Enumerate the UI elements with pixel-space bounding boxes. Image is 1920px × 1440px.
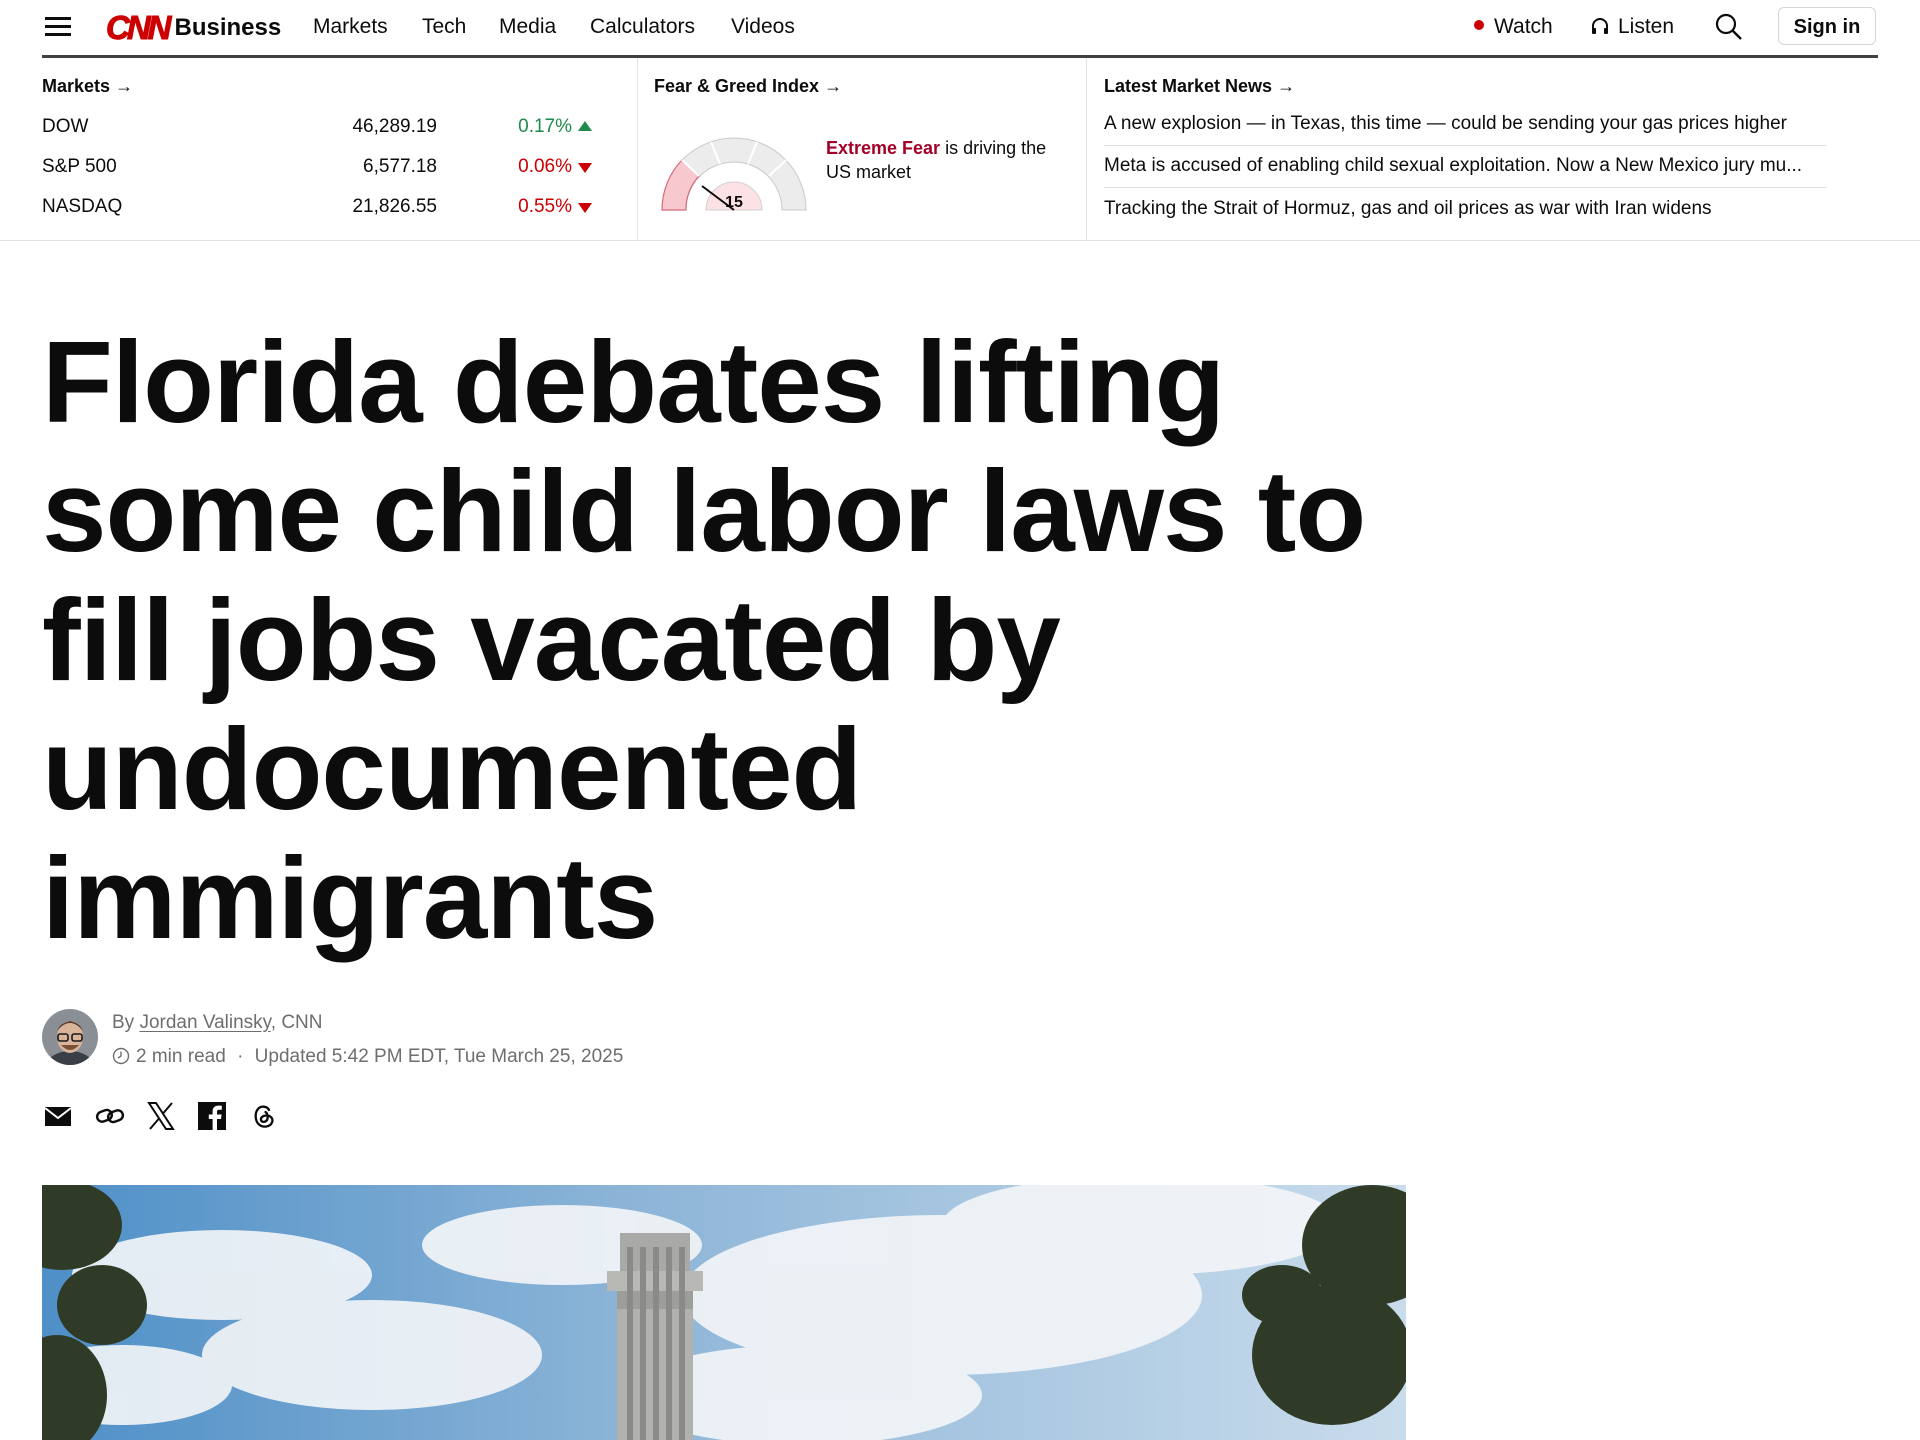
read-time: 2 min read [136,1046,226,1067]
sign-in-button[interactable]: Sign in [1778,7,1876,45]
news-divider [1104,187,1826,188]
news-link[interactable]: Meta is accused of enabling child sexual exploitation. Now a New Mexico jury mu... [1104,155,1803,176]
arrow-right-icon: → [824,76,843,96]
market-row-sp500[interactable] [42,156,592,186]
author-avatar[interactable] [42,1009,98,1065]
strip-bottom-border [0,240,1920,241]
hero-image[interactable] [42,1185,1406,1440]
index-change: 0.17% [482,116,592,138]
headphones-icon [1590,16,1610,36]
index-change: 0.06% [482,156,592,178]
market-row-dow[interactable] [42,116,592,146]
listen-button[interactable] [1590,15,1674,39]
cnn-logo: CNN [106,9,169,46]
link-icon[interactable] [94,1100,126,1132]
watch-label: Watch [1494,15,1553,38]
meta-separator: · [237,1046,244,1067]
index-value: 46,289.19 [352,116,437,137]
nav-videos[interactable]: Videos [731,15,795,38]
watch-button[interactable] [1474,15,1553,39]
fear-greed-label: Extreme Fear [826,138,941,158]
index-value: 21,826.55 [352,196,437,217]
byline: By Jordan Valinsky, CNN [112,1012,323,1033]
strip-divider [637,58,638,240]
live-dot-icon [1474,20,1484,30]
email-icon[interactable] [42,1100,74,1132]
index-name: DOW [42,116,89,137]
clock-icon [112,1047,130,1065]
site-header [0,0,1920,56]
threads-icon[interactable] [247,1100,279,1132]
market-row-nasdaq[interactable] [42,196,592,226]
fear-greed-value: 15 [725,194,743,211]
fear-greed-description: Extreme Fear is driving the US market [826,138,1047,182]
menu-icon[interactable] [45,15,73,39]
index-name: NASDAQ [42,196,123,217]
nav-markets[interactable]: Markets [313,15,388,38]
author-link[interactable]: Jordan Valinsky [139,1012,271,1033]
index-name: S&P 500 [42,156,117,177]
fear-greed-gauge[interactable] [656,128,812,214]
arrow-right-icon: → [115,76,134,96]
fear-greed-title[interactable]: Fear & Greed Index → [654,76,843,96]
strip-divider [1086,58,1087,240]
header-divider [42,55,1878,58]
nav-media[interactable]: Media [499,15,557,38]
down-arrow-icon [578,203,592,213]
news-link[interactable]: Tracking the Strait of Hormuz, gas and oil prices as war with Iran widens [1104,198,1712,219]
article-headline: Florida debates lifting some child labor laws to fill jobs vacated by undocumented immigrants [42,317,1366,963]
news-link[interactable]: A new explosion — in Texas, this time — could be sending your gas prices higher [1104,113,1787,134]
section-name: Business [174,14,282,41]
updated-timestamp: Updated 5:42 PM EDT, Tue March 25, 2025 [254,1046,624,1067]
nav-tech[interactable]: Tech [422,15,467,38]
news-divider [1104,145,1826,146]
latest-news-title[interactable]: Latest Market News → [1104,76,1296,96]
up-arrow-icon [578,121,592,131]
article-meta [112,1046,623,1068]
x-icon[interactable] [145,1100,177,1132]
facebook-icon[interactable] [196,1100,228,1132]
index-change: 0.55% [482,196,592,218]
index-value: 6,577.18 [363,156,437,177]
nav-calculators[interactable]: Calculators [590,15,696,38]
listen-label: Listen [1618,15,1675,38]
markets-title[interactable]: Markets → [42,76,134,96]
cnn-business-logo[interactable] [106,9,282,46]
down-arrow-icon [578,163,592,173]
arrow-right-icon: → [1277,76,1296,96]
search-icon[interactable] [1714,12,1744,42]
